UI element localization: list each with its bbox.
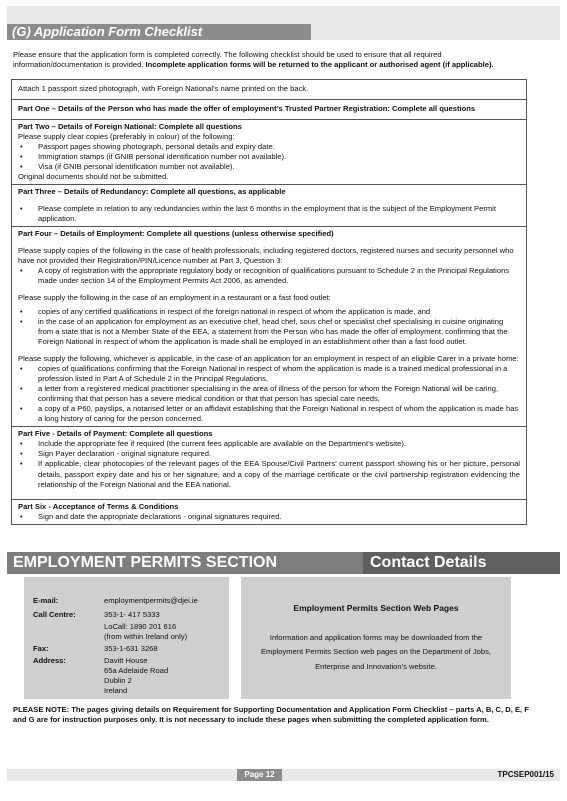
list-item: • a letter from a registered medical practitioner specialising in the area of illness of the person for whom the Foreign National will be caring, confirming that that person has a severe medical condition or that that person has special care needs, <box>32 384 520 404</box>
fax-label: Fax: <box>33 644 49 653</box>
part-two-heading: Part Two – Details of Foreign National: Complete all questions <box>18 122 242 132</box>
list-item: • Include the appropriate fee if required (the current fees applicable are available on the Department’s website). <box>32 439 520 449</box>
list-item: • If applicable, clear photocopies of the relevant pages of the EEA Spouse/Civil Partners’ current passport showing his or her picture, personal details, passport expiry date and his or her signature, and a copy of the marriage certificate or the civil partnership registration evidencing the relationship of the Foreign National and the EEA national. <box>32 459 520 489</box>
part-six-heading: Part Six - Acceptance of Terms & Conditions <box>18 501 179 511</box>
part-five-heading: Part Five - Details of Payment: Complete all questions <box>18 429 213 439</box>
fax-number: 353-1-631 3268 <box>104 644 158 653</box>
attach-text: Attach 1 passport sized photograph, with Foreign National’s name printed on the back. <box>18 84 309 93</box>
list-item: • in the case of an application for employment as an executive chef, head chef, sous chef or specialist chef specialising in cuisine originating from a state that is not a Member State of the EEA, a statement from the Person who has made the offer of employment, confirming that the Foreign National in respect of whom the application is made shall be employed in an establishment other than a fast food outlet. <box>32 317 520 347</box>
list-item: • Passport pages showing photograph, personal details and expiry date. <box>32 142 520 152</box>
list-item: • a copy of a P60, payslips, a notarised letter or an affidavit establishing that the Foreign National in respect of whom the application is made has a long history of caring for the person concerned. <box>32 404 520 424</box>
banner-contact-heading: Contact Details <box>363 552 560 574</box>
locall-note: (from within Ireland only) <box>104 632 188 641</box>
checklist-part-four <box>12 227 526 427</box>
checklist-part-three <box>12 185 526 227</box>
please-note: PLEASE NOTE: The pages giving details on Requirement for Supporting Documentation and Application Form Checklist – parts A, B, C, D, E, F and G are for instruction purposes only. It is not necessary to include these pages when submitting the completed application form. <box>13 705 529 725</box>
part-four-para-1: Please supply copies of the following in the case of health professionals, including registered doctors, registered nurses and security personnel who have not provided their Registration/PIN/Licence number at Part 3, Question 3: <box>18 246 514 266</box>
list-item: • copies of qualifications confirming that the Foreign National in respect of whom the application is made is a trained medical professional in a profession listed in Part A of Schedule 2 in the Principal Regulations, <box>32 364 520 384</box>
intro-paragraph <box>13 50 527 70</box>
page-title: (G) Application Form Checklist <box>7 24 311 40</box>
intro-text: Please ensure that the application form is completed correctly. The following checklist should be used to ensure that all required information/documentation is provided. <box>13 50 442 70</box>
banner-section-name: EMPLOYMENT PERMITS SECTION <box>13 554 278 571</box>
part-four-para-3: Please supply the following, whichever is applicable, in the case of an application for an employment in respect of an eligible Carer in a private home: <box>18 354 519 364</box>
list-item: • A copy of registration with the appropriate regulatory body or recognition of qualifications pursuant to Schedule 2 in the Principal Regulations made under section 14 of the Employment Permits Act 2006, as amended. <box>32 266 520 286</box>
address-label: Address: <box>33 656 66 665</box>
checklist-attach <box>12 80 526 100</box>
part-one-heading: Part One – Details of the Person who has made the offer of employment’s Trusted Partner Registration: Complete all questions <box>18 104 476 114</box>
list-item: • Please complete in relation to any redundancies within the last 6 months in the employment that is the subject of the Employment Permit application. <box>32 204 520 224</box>
checklist-table <box>11 79 527 525</box>
checklist-part-six <box>12 500 526 524</box>
checklist-part-one <box>12 100 526 120</box>
checklist-part-five <box>12 427 526 499</box>
part-three-heading: Part Three – Details of Redundancy: Complete all questions, as applicable <box>18 187 286 197</box>
email-label: E-mail: <box>33 596 59 605</box>
part-four-list-1 <box>18 266 520 286</box>
page-number: Page 12 <box>237 769 282 781</box>
call-centre-label: Call Centre: <box>33 610 76 619</box>
part-two-list <box>18 142 520 172</box>
part-three-list <box>18 204 520 224</box>
intro-warning: Incomplete application forms will be returned to the applicant or authorised agent (if applicable). <box>145 60 494 70</box>
list-item: • copies of any certified qualifications in respect of the foreign national in respect of whom the application is made, and <box>32 307 520 317</box>
web-pages-body: Information and application forms may be downloaded from the Employment Permits Section web pages on the Department of Jobs, Enterprise and Innovation’s website. <box>260 633 492 671</box>
address-line-4: Ireland <box>104 686 128 695</box>
section-banner <box>7 552 560 574</box>
part-four-para-2: Please supply the following in the case of an employment in a restaurant or a fast food outlet: <box>18 293 331 303</box>
call-centre-number: 353-1- 417 5333 <box>104 610 160 619</box>
part-six-list <box>18 512 520 522</box>
list-item: • Immigration stamps (if GNIB personal identification number not available). <box>32 152 520 162</box>
address-line-1: Davitt House <box>104 656 148 665</box>
web-pages-title: Employment Permits Section Web Pages <box>293 603 459 613</box>
part-four-list-2 <box>18 307 520 347</box>
address-line-2: 65a Adelaide Road <box>104 666 169 675</box>
part-two-outro: Original documents should not be submitted. <box>18 172 169 182</box>
list-item: • Sign and date the appropriate declarations - original signatures required. <box>32 512 520 522</box>
part-five-list <box>18 439 520 489</box>
form-code: TPCSEP001/15 <box>497 770 554 779</box>
web-pages-box <box>241 577 511 699</box>
list-item: • Visa (if GNIB personal identification number not available). <box>32 162 520 172</box>
contact-details-box <box>24 577 229 699</box>
locall-number: LoCall: 1890 201 616 <box>104 622 177 631</box>
list-item: • Sign Payer declaration - original signature required. <box>32 449 520 459</box>
part-four-heading: Part Four – Details of Employment: Complete all questions (unless otherwise specified) <box>18 229 334 239</box>
footer-bar <box>7 769 560 781</box>
part-two-intro: Please supply clear copies (preferably in colour) of the following: <box>18 132 235 142</box>
part-four-list-3 <box>18 364 520 424</box>
email-address[interactable]: employmentpermits@djei.ie <box>104 596 198 605</box>
checklist-part-two <box>12 120 526 185</box>
address-line-3: Dublin 2 <box>104 676 132 685</box>
